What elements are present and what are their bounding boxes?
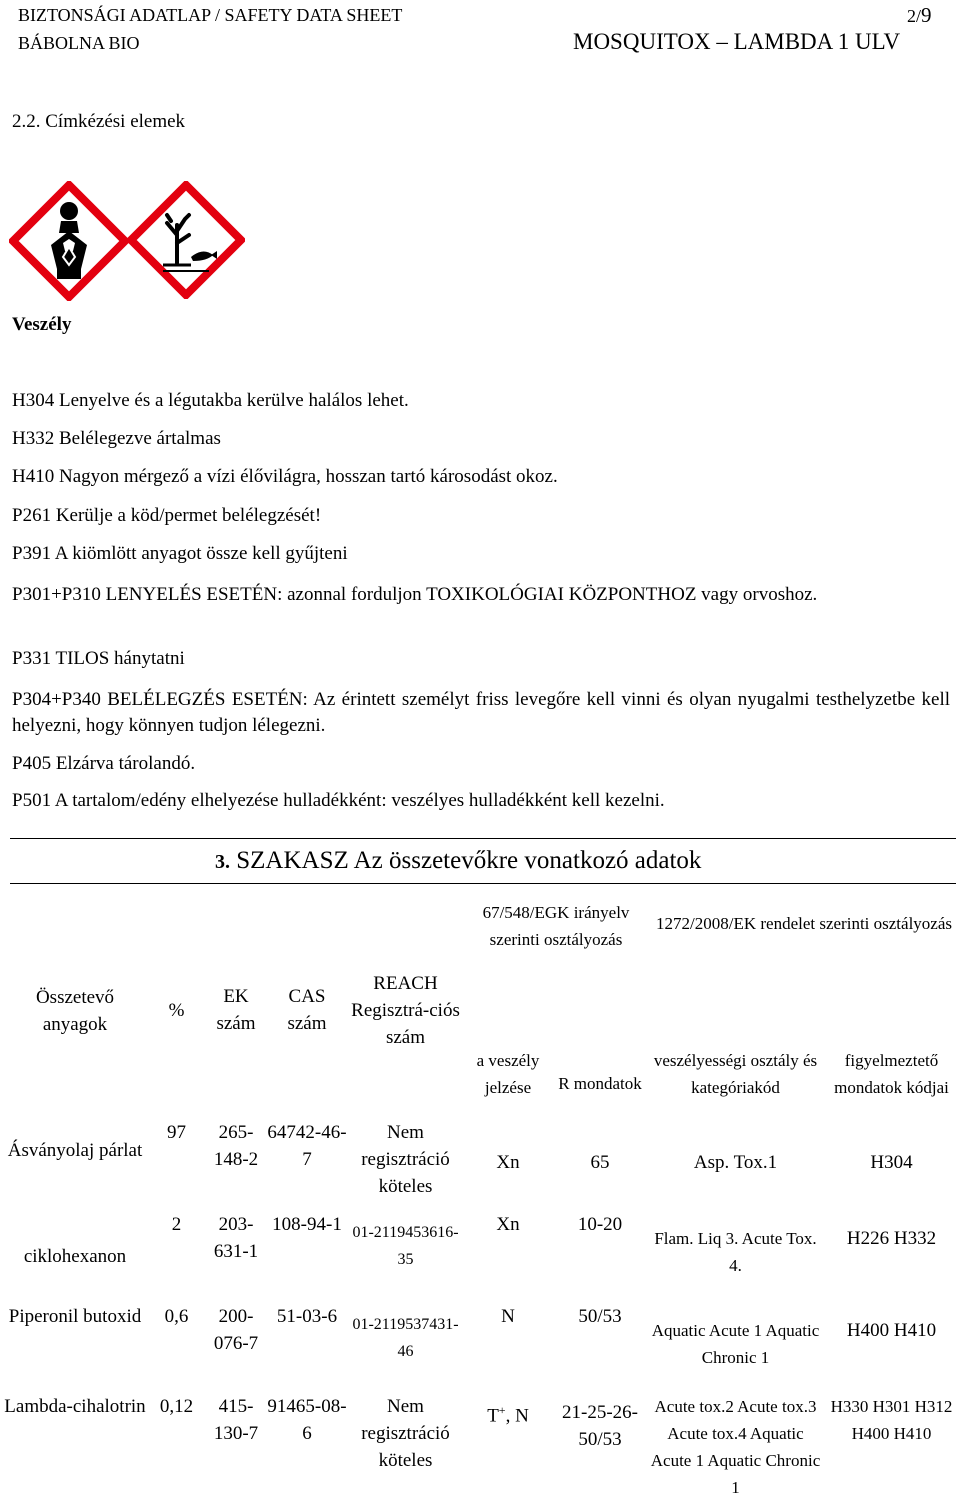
- cell-h-codes: H304: [870, 1152, 913, 1173]
- cell-h-codes: H226 H332: [846, 1228, 937, 1249]
- cell-h-codes: H400 H410: [846, 1320, 937, 1341]
- page-separator: /: [916, 6, 922, 26]
- table-header-row: [2, 897, 960, 1047]
- header-cas: CAS szám: [287, 986, 327, 1034]
- header-regulation-group: 1272/2008/EK rendelet szerinti osztályozás: [656, 914, 952, 933]
- health-hazard-icon: [9, 181, 129, 301]
- section-title: SZAKASZ Az összetevőkre vonatkozó adatok: [236, 847, 702, 874]
- symbol-tail: , N: [505, 1405, 529, 1427]
- cell-hazard-symbol: N: [501, 1306, 515, 1327]
- table-row: [2, 1303, 960, 1393]
- cell-reach: 01-2119453616-35: [352, 1224, 459, 1268]
- precautionary-statement: P405 Elzárva tárolandó.: [12, 753, 196, 774]
- precautionary-statement: P501 A tartalom/edény elhelyezése hulladékként: veszélyes hulladékként kell kezelni.: [12, 790, 665, 811]
- cell-percent: 0,6: [164, 1306, 189, 1327]
- environment-icon: [127, 181, 245, 299]
- cell-cas: 51-03-6: [276, 1306, 338, 1327]
- cell-r-phrases: 65: [590, 1152, 610, 1173]
- symbol-main: T: [487, 1405, 499, 1427]
- precautionary-statement: P304+P340 BELÉLEGZÉS ESETÉN: Az érintett személyt friss levegőre kell vinni és olyan nyugalmi testhelyzetbe kell helyezni, hogy könnyen tudjon lélegezni.: [12, 689, 950, 736]
- cell-hazard-class: Aquatic Acute 1 Aquatic Chronic 1: [651, 1321, 820, 1367]
- hazard-statement: H332 Belélegezve ártalmas: [12, 428, 221, 449]
- cell-ek: 200-076-7: [213, 1306, 259, 1354]
- header-percent: %: [168, 999, 185, 1021]
- cell-component: Lambda-cihalotrin: [4, 1396, 146, 1417]
- cell-percent: 0,12: [159, 1396, 194, 1417]
- header-hazard-class: veszélyességi osztály és kategóriakód: [653, 1051, 818, 1097]
- cell-reach: 01-2119537431-46: [352, 1316, 459, 1360]
- cell-hazard-class: Flam. Liq 3. Acute Tox. 4.: [654, 1229, 817, 1275]
- cell-percent: 97: [167, 1122, 186, 1143]
- cell-r-phrases: 21-25-26-50/53: [562, 1402, 638, 1450]
- cell-reach: Nem regisztráció köteles: [361, 1396, 450, 1471]
- cell-h-codes: H330 H301 H312 H400 H410: [830, 1397, 953, 1443]
- symbol-superscript: +: [498, 1403, 506, 1417]
- table-row: [2, 1393, 960, 1501]
- ingredients-table: [2, 897, 960, 1501]
- cell-hazard-symbol: Xn: [496, 1214, 520, 1235]
- table-row: [2, 1211, 960, 1303]
- cell-cas: 64742-46-7: [267, 1122, 347, 1170]
- cell-r-phrases: 50/53: [578, 1306, 622, 1327]
- page-number: [907, 3, 932, 28]
- precautionary-statement: P261 Kerülje a köd/permet belélegzését!: [12, 505, 322, 526]
- cell-hazard-symbol: [464, 1393, 552, 1501]
- header-directive-group: 67/548/EGK irányelv szerinti osztályozás: [482, 903, 630, 949]
- header-reach: REACH Regisztrá-ciós szám: [351, 972, 460, 1048]
- cell-hazard-class: Asp. Tox.1: [693, 1152, 778, 1173]
- header-ek: EK szám: [216, 986, 256, 1034]
- section-divider-top: [10, 838, 956, 839]
- cell-component: ciklohexanon: [23, 1246, 127, 1267]
- header-component: Összetevő anyagok: [35, 987, 115, 1035]
- cell-reach: Nem regisztráció köteles: [361, 1122, 450, 1197]
- cell-component: Piperonil butoxid: [8, 1306, 142, 1327]
- cell-cas: 108-94-1: [272, 1214, 342, 1235]
- cell-ek: 265-148-2: [213, 1122, 259, 1170]
- cell-ek: 203-631-1: [213, 1214, 259, 1262]
- hazard-statement: H304 Lenyelve és a légutakba kerülve halálos lehet.: [12, 390, 409, 411]
- header-r-phrases: R mondatok: [558, 1073, 642, 1093]
- precautionary-statement: P301+P310 LENYELÉS ESETÉN: azonnal forduljon TOXIKOLÓGIAI KÖZPONTHOZ vagy orvoshoz.: [12, 584, 818, 605]
- cell-component: Ásványolaj párlat: [7, 1140, 143, 1161]
- cell-percent: 2: [171, 1214, 182, 1235]
- cell-hazard-symbol: Xn: [496, 1152, 520, 1173]
- page-total: 9: [921, 3, 932, 27]
- precautionary-statement: P391 A kiömlött anyagot össze kell gyűjteni: [12, 543, 348, 564]
- cell-cas: 91465-08-6: [267, 1396, 347, 1444]
- hazard-statement: H410 Nagyon mérgező a vízi élővilágra, hosszan tartó károsodást okoz.: [12, 466, 558, 487]
- section-divider-bottom: [10, 883, 956, 884]
- signal-word: Veszély: [12, 314, 72, 335]
- company-name: BÁBOLNA BIO: [18, 33, 140, 53]
- header-hazard-symbol: a veszély jelzése: [476, 1051, 540, 1097]
- section-heading-2-2: 2.2. Címkézési elemek: [12, 111, 186, 132]
- section-number: 3.: [215, 851, 230, 873]
- cell-r-phrases: 10-20: [577, 1214, 623, 1235]
- header-h-codes: figyelmeztető mondatok kódjai: [834, 1051, 949, 1097]
- document-title: BIZTONSÁGI ADATLAP / SAFETY DATA SHEET: [18, 5, 403, 25]
- product-name: MOSQUITOX – LAMBDA 1 ULV: [573, 29, 901, 54]
- cell-hazard-class: Acute tox.2 Acute tox.3 Acute tox.4 Aquatic Acute 1 Aquatic Chronic 1: [650, 1397, 821, 1497]
- cell-ek: 415-130-7: [213, 1396, 259, 1444]
- precautionary-statement: P331 TILOS hánytatni: [12, 648, 185, 669]
- page-current: 2: [907, 6, 916, 26]
- section-heading-3: [215, 847, 701, 875]
- table-row: [2, 1119, 960, 1211]
